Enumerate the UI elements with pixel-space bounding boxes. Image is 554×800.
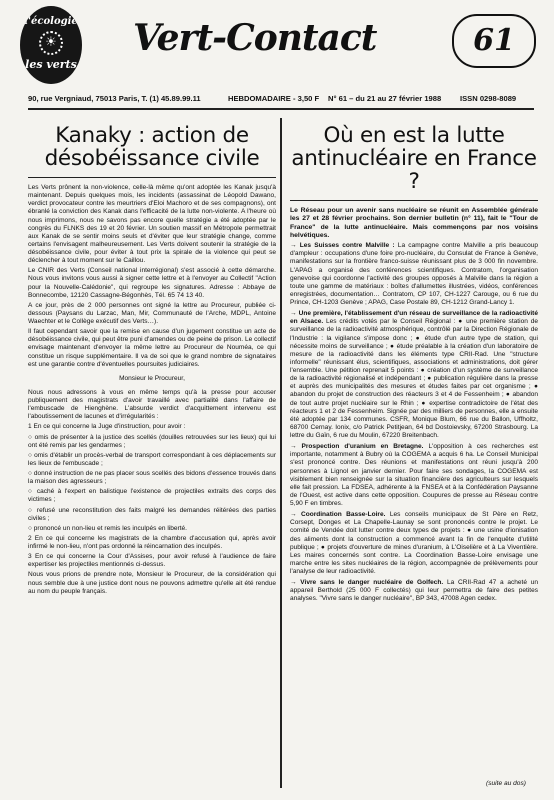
- news-item-text: Les crédits votés par le Conseil Régional : ● une première station de surveillance de la radioactivité atmosphérique, contrôlé par la Direction Régionale de l'Industrie : la vigilance s'impose donc ; ● étude d'un autre type de station, qui nécessite moins de surveillance ; ● étude préalable à la création d'un laboratoire de mesure de la radioactivité dans les éléments type CRII-Rad. Une "structure informelle" réunissant élus, scientifiques, associations et administrations, doit gérer l'ensemble. Une pétition reprenait 5 points : ● création d'un système de surveillance de la radioactivité régionalisé et indépendant ; ● publication régulière dans la presse et auprès des municipalités des mesures et études faites par cet organisme ; ● abandon du projet de construction des réacteurs 3 et 4 de Fessenheim ; ● abandon de tout autre projet nucléaire sur le Rhin ; ● expertise contradictoire de l'état des réacteurs 1 et 2 de Fessenheim. Signée par des milliers de personnes, elle a ensuite été adoptée par 134 communes. CSFR, Monique Blum, 66 rue du Ballon, Uffholtz, 68700 Cernay. Ionix, c/o Patrick Petitjean, 64 bd Dostoievsky, 67200 Strasbourg. La lettre du Gaïn, 6 rue du Moulin, 67220 Breitenbach.: [290, 318, 538, 440]
- logo-top-text: l'écologie: [24, 16, 78, 27]
- publication-frequency: HEBDOMADAIRE - 3,50 F: [228, 94, 320, 103]
- news-item: [290, 310, 538, 440]
- left-article: [28, 118, 276, 598]
- letter-item: 2 En ce qui concerne les magistrats de la chambre d'accusation qui, après avoir infirmé le non-lieu, n'ont pas ordonné la réincarnation des inculpés.: [28, 534, 276, 550]
- headline-rule: [28, 177, 276, 178]
- letter-item: 3 En ce qui concerne la Cour d'Assises, pour avoir refusé à l'audience de faire expertiser les projectiles mentionnés ci-dessus.: [28, 553, 276, 569]
- kanaky-headline: Kanaky : action de désobéissance civile: [44, 123, 260, 171]
- logo-bottom-text: les verts: [25, 58, 77, 71]
- les-verts-logo: [20, 6, 82, 84]
- masthead-divider: [28, 108, 534, 110]
- news-item-head: → Prospection d'uranium en Bretagne.: [290, 443, 424, 451]
- news-item: [290, 443, 538, 508]
- news-item-text: Les conseils municipaux de St Père en Retz, Corsept, Donges et La Chapelle-Launay se sont prononcés contre le projet. Le comité de Vendée doit lutter contre deux types de projets : ● une usine d'ionisation des aliments dont la construction a commencé avant la fin de l'enquête d'utilité publique ; ● projets d'ouverture de mines d'uranium, à L'Oiselière et à La Viventière. Les maires concernés sont contre. La Coordination Basse-Loire envisage une marche entre les sites nucléaires de la région, accompagnée de prélèvements pour l'analyse de leur radioactivité.: [290, 511, 538, 576]
- news-item: [290, 579, 538, 603]
- masthead: [0, 0, 554, 88]
- letter-item: ○ omis de présenter à la justice des scellés (douilles retrouvées sur les lieux) qui lui ont été remis par les gendarmes ;: [28, 433, 276, 449]
- article-paragraph: A ce jour, près de 2 000 personnes ont signé la lettre au Procureur, publiée ci-dessous (Paysans du Larzac, Man, Mir, Communauté de l'Arche, MDPL, Antoine Waechter et le Collège exécutif des Verts…).: [28, 301, 276, 325]
- letter-item: ○ prononcé un non-lieu et remis les inculpés en liberté.: [28, 524, 187, 532]
- news-item-head: → Coordination Basse-Loire.: [290, 511, 386, 519]
- sun-icon: ☀: [39, 31, 63, 55]
- article-paragraph: Les Verts prônent la non-violence, celle-là même qu'ont adoptée les Kanak jusqu'à maintenant. Depuis quelques mois, les incidents (assassinat de Léopold Dawano, verdict provocateur contre les meurtriers d'Eloi Machoro et de ses compagnons), ont ébranlé la conviction des Kanak dans l'efficacité de la lutte non-violente. A l'heure où nous imprimons, nous ne savons pas encore quelle stratégie a été adoptée par le congrès du FLNKS des 19 et 20 février. Un soutien massif en Métropole permettrait aux Kanak de se sentir moins seuls et d'éviter que leur stratégie change, comme certains l'envisagent malheureusement. Les Verts doivent soutenir la stratégie de la désobéissance civile, pour éviter à tout prix la spirale de la violence qui peut se déclencher à tout moment sur le Caillou.: [28, 184, 276, 265]
- news-item-head: → Une première, l'établissement d'un réseau de surveillance de la radioactivité en Alsace.: [290, 310, 538, 326]
- letter-item: 1 En ce qui concerne la Juge d'instruction, pour avoir :: [28, 423, 186, 431]
- newspaper-title: Vert-Contact: [133, 17, 377, 59]
- letter-item: ○ omis d'établir un procès-verbal de transport correspondant à ces déplacements sur les lieux de l'embuscade ;: [28, 451, 276, 467]
- letter-paragraph: Nous nous adressons à vous en même temps qu'à la presse pour accuser publiquement des magistrats d'avoir travaillé avec partialité dans l'affaire de l'embuscade de Hienghène. L'absurde verdict d'acquittement intervenu est l'aboutissement de lacunes et d'irrégularités :: [28, 388, 276, 421]
- article-paragraph: Le CNIR des Verts (Conseil national interrégional) s'est associé à cette démarche. Nous vous invitons vous aussi à signer cette lettre et à l'envoyer au Collectif "Action pour la Nouvelle-Calédonie", qui regroupe les signatures. Adresse : Abbaye de Bonnecombe, 12120 Cassagne-Bégonhès, Tél. 65 74 13 40.: [28, 267, 276, 299]
- news-item-head: → Les Suisses contre Malville :: [290, 242, 395, 250]
- article-paragraph: Il faut cependant savoir que la remise en cause d'un jugement constitue un acte de désobéissance civile, qui peut être puni d'amendes ou de peine de prison. Le collectif envisage maintenant d'envoyer la même lettre au Procureur de Nouméa, ce qui constitue un risque supplémentaire. Il va de soi que le grand nombre de signataires est une garantie contre d'éventuelles poursuites judiciaires.: [28, 328, 276, 368]
- headline-rule: [290, 200, 538, 201]
- letter-item: ○ donné instruction de ne pas placer sous scellés des bidons d'essence trouvés dans la maison des agresseurs ;: [28, 470, 276, 486]
- news-item-text: La CRII-Rad 47 a acheté un appareil Berthold (25 000 F collectés) qui leur permettra de faire des petites analyses. "Vivre sans le danger nucléaire", BP 343, 47008 Agen cedex.: [290, 579, 538, 603]
- issue-number: 61: [452, 14, 536, 68]
- article-intro: Le Réseau pour un avenir sans nucléaire se réunit en Assemblée générale les 27 et 28 février prochains. Son dernier bulletin (n° 11), fait le "Tour de France" de la lutte antinucléaire. Mais commençons par nos voisins helvétiques.: [290, 207, 538, 239]
- issn: ISSN 0298-8089: [460, 94, 517, 103]
- letter-closing: Nous vous prions de prendre note, Monsieur le Procureur, de la considération qui nous semble due à une justice dont nous ne pouvons admettre qu'elle ait été rendue au nom du peuple français.: [28, 571, 276, 595]
- letter-item: ○ caché à l'expert en balistique l'existence de projectiles extraits des corps des victimes ;: [28, 488, 276, 504]
- publisher-address: 90, rue Vergniaud, 75013 Paris, T. (1) 45.89.99.11: [28, 94, 201, 103]
- news-item-head: → Vivre sans le danger nucléaire de Golfech.: [290, 579, 444, 587]
- news-item: [290, 511, 538, 576]
- news-item-text: L'opposition à ces recherches est importante, notamment à Bubry où la COGEMA a acquis 6 ha. Le Conseil Municipal s'est prononcé contre. Des réunions et manifestations ont réuni jusqu'à 200 personnes à Lignol en janvier dernier. Pour faire ses sondages, la COGEMA est visiblement bien renseignée sur la situation financière des agriculteurs sur lesquels elle fait pression. La FDSEA, adhérente à la FNSEA et à la Confédération Paysanne de l'Ouest, est active dans cette opposition. Coupures de presse au Réseau contre 5,90 F en timbres.: [290, 443, 538, 508]
- letter-item: ○ refusé une reconstitution des faits malgré les demandes réitérées des parties civiles ;: [28, 506, 276, 522]
- continued-note: (suite au dos): [486, 780, 526, 787]
- letter-salutation: Monsieur le Procureur,: [119, 374, 185, 382]
- antinuclear-headline: Où en est la lutte antinucléaire en France ?: [291, 123, 537, 194]
- issue-date: N° 61 – du 21 au 27 février 1988: [328, 94, 442, 103]
- column-divider: [280, 118, 282, 788]
- right-article: [290, 118, 538, 607]
- news-item: [290, 242, 538, 307]
- news-item-text: La campagne contre Malville a pris beaucoup d'ampleur : occupations d'une foire pro-nucléaire, du Consulat de France à Genève, manifestations sur la frontière franco-suisse réunissant plus de 3 000 fin novembre. L'APAG a organisé des conférences scientifiques. Contratom, l'organisation genevoise qui coordonne l'activité des groupes opposés à Malville dans la région a toute une gamme de matériaux : boîtes d'allumettes illustrées, vidéos, conférences enregistrées, documentation… Contratom, CP 107, CH-1227 Carouge, ou 6 rue du Prince, CH-1203 Genève ; APAG, Case Postale 89, CH-1212 Grand-Lancy 1.: [290, 242, 538, 307]
